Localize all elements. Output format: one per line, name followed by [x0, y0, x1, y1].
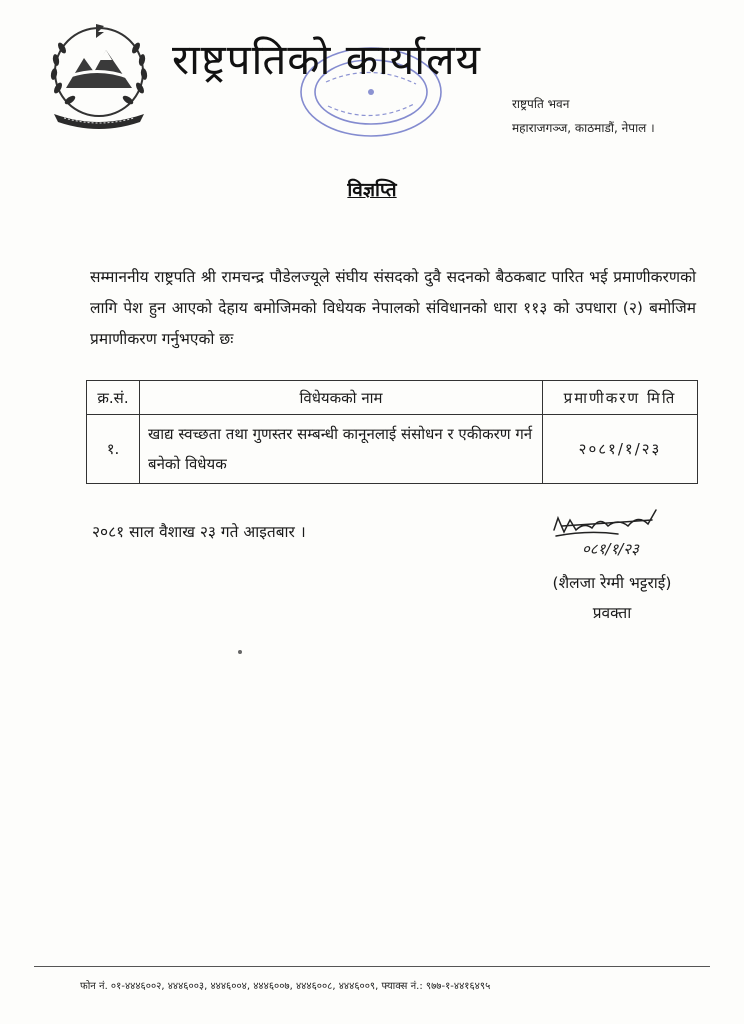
signature-date: ०८१/१/२३ — [582, 540, 639, 558]
address-line-2: महाराजगञ्ज, काठमाडौं, नेपाल । — [512, 121, 655, 135]
signer-name: (शैलजा रेग्मी भट्टराई) — [552, 574, 672, 592]
row-serial: १. — [87, 415, 140, 484]
office-title: राष्ट्रपतिको कार्यालय — [172, 35, 481, 84]
nepal-emblem-icon — [40, 18, 158, 130]
footer-contact: फोन नं. ०१-४४४६००२, ४४४६००३, ४४४६००४, ४४४६००७, ४४४६००८, ४४४६००९, फ्याक्स नं.: ९७७-१-४४१६४९५ — [80, 981, 491, 992]
header-bill-name: विधेयकको नाम — [140, 381, 543, 415]
signer-title: प्रवक्ता — [592, 604, 632, 622]
header-auth-date: प्रमाणीकरण मिति — [543, 381, 698, 415]
scan-speck — [238, 650, 242, 654]
footer-divider — [34, 966, 710, 967]
table-header-row — [87, 381, 698, 415]
notice-title: विज्ञप्ति — [347, 179, 397, 201]
signer-block — [522, 568, 702, 628]
table-row — [87, 415, 698, 484]
bills-table — [86, 380, 698, 484]
row-bill-name: खाद्य स्वच्छता तथा गुणस्तर सम्बन्धी कानूनलाई संसोधन र एकीकरण गर्न बनेको विधेयक — [140, 415, 543, 484]
address-line-1: राष्ट्रपति भवन — [512, 97, 570, 111]
issue-date-line: २०८१ साल वैशाख २३ गते आइतबार । — [92, 523, 306, 541]
signature-icon — [548, 500, 668, 562]
header-serial: क्र.सं. — [87, 381, 140, 415]
notice-paragraph: सम्माननीय राष्ट्रपति श्री रामचन्द्र पौडेलज्यूले संघीय संसदको दुवै सदनको बैठकबाट पारित भई प्रमाणीकरणको लागि पेश हुन आएको देहाय बमोजिमको विधेयक नेपालको संविधानको धारा ११३ को उपधारा (२) बमोजिम प्रमाणीकरण गर्नुभएको छः — [90, 268, 696, 348]
office-address — [512, 92, 655, 140]
row-auth-date: २०८१/१/२३ — [543, 415, 698, 484]
